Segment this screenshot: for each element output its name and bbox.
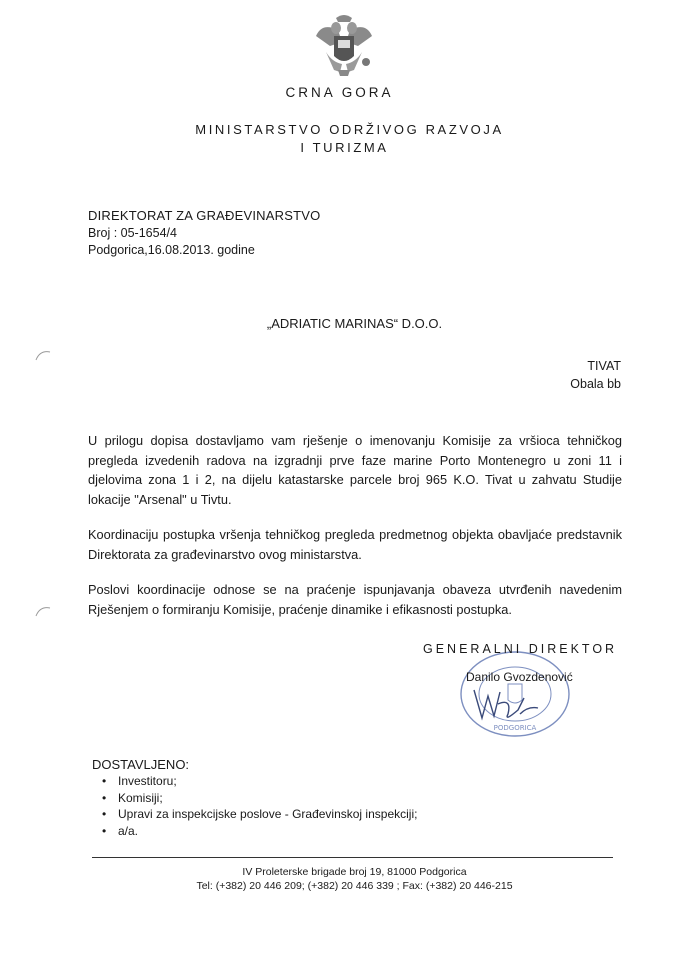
distribution-list [118, 773, 417, 839]
recipient-street: Obala bb [570, 377, 621, 391]
ministry-name-line1: MINISTARSTVO ODRŽIVOG RAZVOJA [195, 122, 504, 137]
signatory-name: Danilo Gvozdenović [466, 670, 573, 684]
country-name: CRNA GORA [285, 85, 394, 100]
signature-icon [468, 684, 548, 724]
reference-number: Broj : 05-1654/4 [88, 226, 177, 240]
department-name: DIREKTORAT ZA GRAĐEVINARSTVO [88, 208, 321, 223]
body-paragraph: Poslovi koordinacije odnose se na praćenje ispunjavanja obaveza utvrđenih navedenim Rješenjem o formiranju Komisije, praćenje dinamike i efikasnosti postupka. [88, 582, 622, 617]
ministry-name-line2: I TURIZMA [300, 140, 389, 155]
footer-contacts: Tel: (+382) 20 446 209; (+382) 20 446 339 ; Fax: (+382) 20 446-215 [196, 880, 513, 892]
scan-mark-icon [34, 348, 54, 362]
recipient-city: TIVAT [587, 359, 621, 373]
list-item: • a/a. [118, 823, 417, 840]
recipient-name: „ADRIATIC MARINAS“ D.O.O. [266, 316, 443, 331]
stamp-city: PODGORICA [493, 724, 537, 732]
distribution-heading: DOSTAVLJENO: [92, 757, 190, 772]
signatory-title: GENERALNI DIREKTOR [423, 642, 618, 656]
body-paragraph: Koordinaciju postupka vršenja tehničkog pregleda predmetnog objekta obavljaće predstavnik Direktorata za građevinarstvo ovog ministarstva. [88, 527, 622, 562]
list-item: • Investitoru; [118, 773, 417, 790]
coat-of-arms-icon [312, 12, 376, 78]
list-item: • Upravi za inspekcijske poslove - Građevinskoj inspekciji; [118, 806, 417, 823]
list-item: • Komisiji; [118, 790, 417, 807]
place-date: Podgorica,16.08.2013. godine [88, 243, 255, 257]
footer-divider [92, 857, 613, 858]
body-paragraph: U prilogu dopisa dostavljamo vam rješenje o imenovanju Komisije za vršioca tehničkog pregleda izvedenih radova na izgradnji prve faze marine Porto Montenegro u zoni 11 i djelovima zona 1 i 2, na dijelu katastarske parcele broj 965 K.O. Tivat u zahvatu Studije lokacije "Arsenal" u Tivtu. [88, 433, 622, 507]
scan-mark-icon [34, 604, 54, 618]
footer-address: IV Proleterske brigade broj 19, 81000 Podgorica [242, 866, 467, 878]
